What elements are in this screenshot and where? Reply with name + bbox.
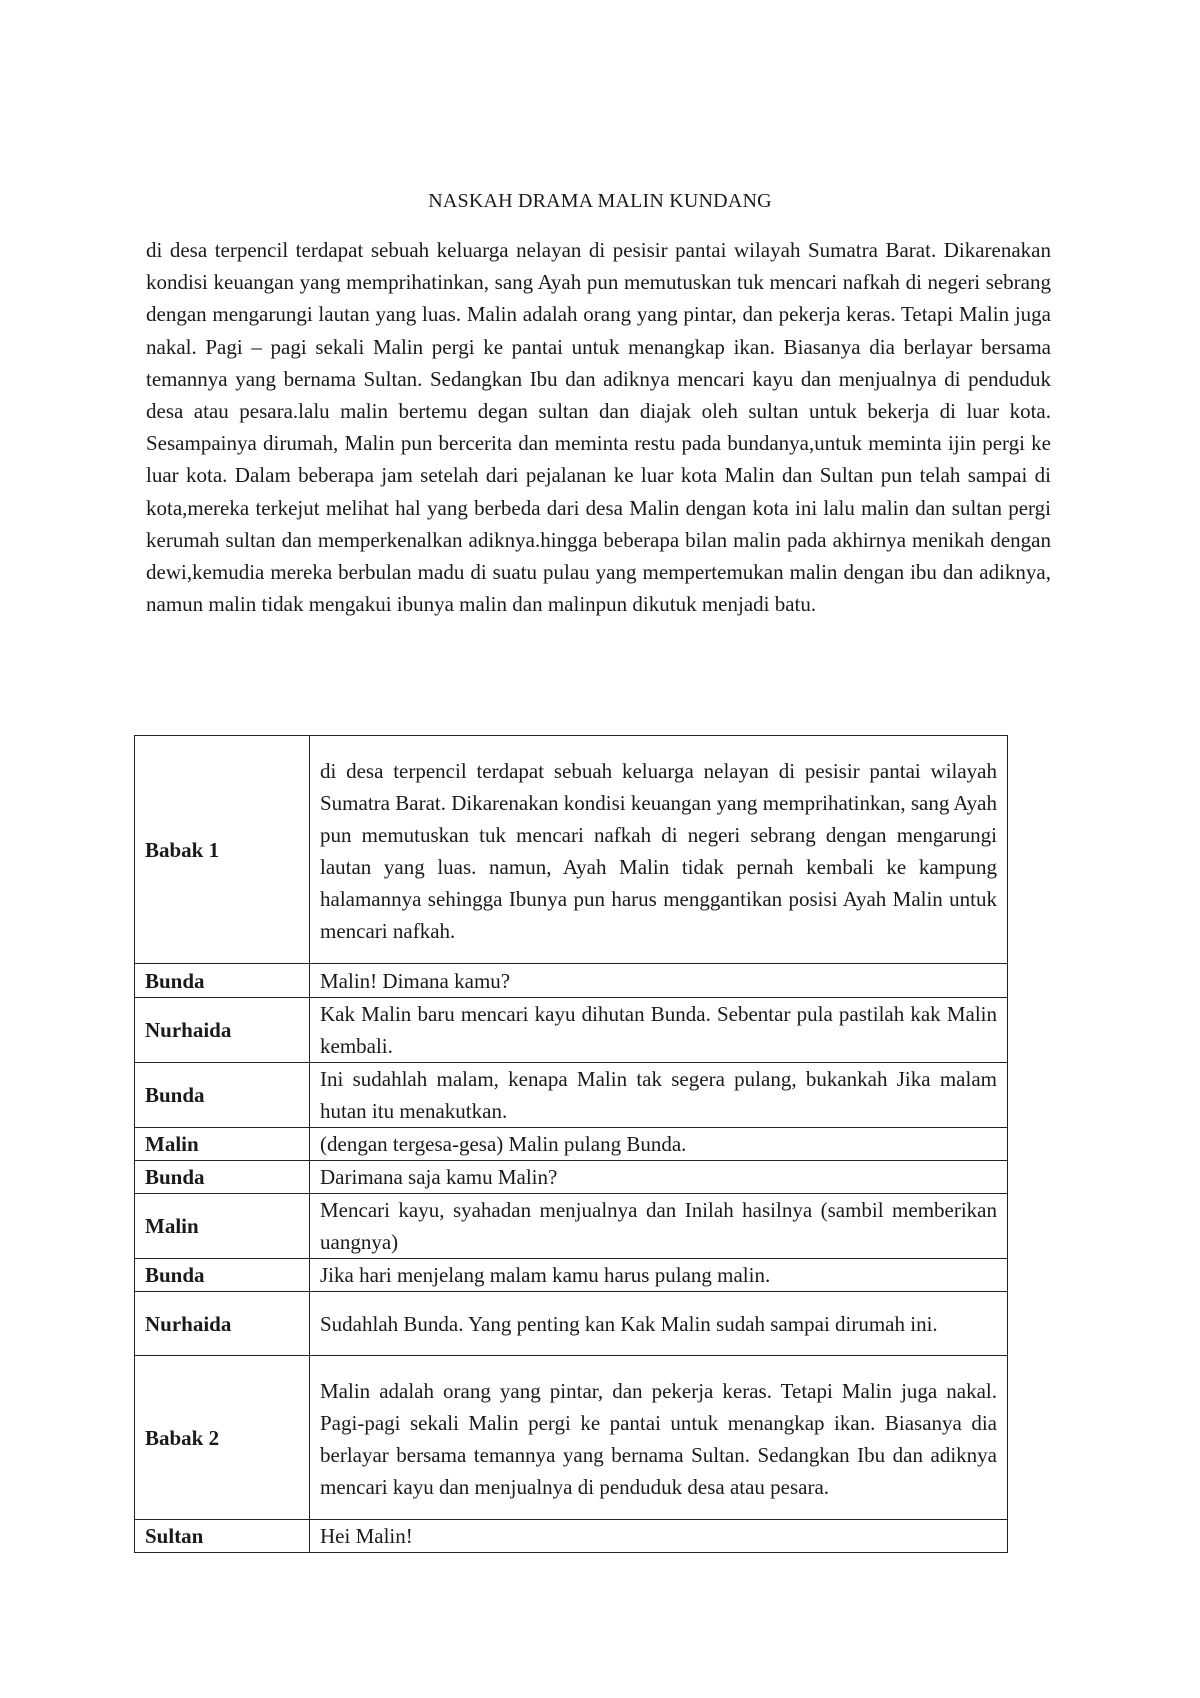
speaker-cell: Sultan: [135, 1520, 310, 1553]
speaker-cell: Malin: [135, 1194, 310, 1259]
table-row: [135, 1194, 1008, 1259]
table-row: [135, 736, 1008, 964]
dialogue-cell: Jika hari menjelang malam kamu harus pulang malin.: [310, 1259, 1008, 1292]
speaker-cell: Nurhaida: [135, 1292, 310, 1356]
dialogue-cell: Ini sudahlah malam, kenapa Malin tak segera pulang, bukankah Jika malam hutan itu menakutkan.: [310, 1063, 1008, 1128]
table-row: [135, 998, 1008, 1063]
table-row: [135, 1292, 1008, 1356]
speaker-cell: Bunda: [135, 1161, 310, 1194]
speaker-cell: Nurhaida: [135, 998, 310, 1063]
dialogue-cell: (dengan tergesa-gesa) Malin pulang Bunda.: [310, 1128, 1008, 1161]
table-row: [135, 1063, 1008, 1128]
dialogue-cell: Malin adalah orang yang pintar, dan pekerja keras. Tetapi Malin juga nakal. Pagi-pagi sekali Malin pergi ke pantai untuk menangkap ikan. Biasanya dia berlayar bersama temannya yang bernama Sultan. Sedangkan Ibu dan adiknya mencari kayu dan menjualnya di penduduk desa atau pesara.: [310, 1356, 1008, 1520]
table-row: [135, 1259, 1008, 1292]
dialogue-cell: Sudahlah Bunda. Yang penting kan Kak Malin sudah sampai dirumah ini.: [310, 1292, 1008, 1356]
dialogue-cell: Malin! Dimana kamu?: [310, 964, 1008, 998]
dialogue-cell: Kak Malin baru mencari kayu dihutan Bunda. Sebentar pula pastilah kak Malin kembali.: [310, 998, 1008, 1063]
speaker-cell: Bunda: [135, 964, 310, 998]
table-row: [135, 1520, 1008, 1553]
table-row: [135, 1161, 1008, 1194]
dialogue-cell: di desa terpencil terdapat sebuah keluarga nelayan di pesisir pantai wilayah Sumatra Barat. Dikarenakan kondisi keuangan yang memprihatinkan, sang Ayah pun memutuskan tuk mencari nafkah di negeri sebrang dengan mengarungi lautan yang luas. namun, Ayah Malin tidak pernah kembali ke kampung halamannya sehingga Ibunya pun harus menggantikan posisi Ayah Malin untuk mencari nafkah.: [310, 736, 1008, 964]
dialogue-cell: Mencari kayu, syahadan menjualnya dan Inilah hasilnya (sambil memberikan uangnya): [310, 1194, 1008, 1259]
speaker-cell: Malin: [135, 1128, 310, 1161]
dialogue-cell: Hei Malin!: [310, 1520, 1008, 1553]
script-table: [134, 735, 1008, 1553]
speaker-cell: Babak 1: [135, 736, 310, 964]
table-row: [135, 964, 1008, 998]
speaker-cell: Babak 2: [135, 1356, 310, 1520]
table-row: [135, 1356, 1008, 1520]
intro-paragraph: di desa terpencil terdapat sebuah keluarga nelayan di pesisir pantai wilayah Sumatra Barat. Dikarenakan kondisi keuangan yang memprihatinkan, sang Ayah pun memutuskan tuk mencari nafkah di negeri sebrang dengan mengarungi lautan yang luas. Malin adalah orang yang pintar, dan pekerja keras. Tetapi Malin juga nakal. Pagi – pagi sekali Malin pergi ke pantai untuk menangkap ikan. Biasanya dia berlayar bersama temannya yang bernama Sultan. Sedangkan Ibu dan adiknya mencari kayu dan menjualnya di penduduk desa atau pesara.lalu malin bertemu degan sultan dan diajak oleh sultan untuk bekerja di luar kota. Sesampainya dirumah, Malin pun bercerita dan meminta restu pada bundanya,untuk meminta ijin pergi ke luar kota. Dalam beberapa jam setelah dari pejalanan ke luar kota Malin dan Sultan pun telah sampai di kota,mereka terkejut melihat hal yang berbeda dari desa Malin dengan kota ini lalu malin dan sultan pergi kerumah sultan dan memperkenalkan adiknya.hingga beberapa bilan malin pada akhirnya menikah dengan dewi,kemudia mereka berbulan madu di suatu pulau yang mempertemukan malin dengan ibu dan adiknya, namun malin tidak mengakui ibunya malin dan malinpun dikutuk menjadi batu.: [146, 238, 1051, 617]
speaker-cell: Bunda: [135, 1063, 310, 1128]
speaker-cell: Bunda: [135, 1259, 310, 1292]
document-title: NASKAH DRAMA MALIN KUNDANG: [428, 190, 772, 212]
table-row: [135, 1128, 1008, 1161]
dialogue-cell: Darimana saja kamu Malin?: [310, 1161, 1008, 1194]
